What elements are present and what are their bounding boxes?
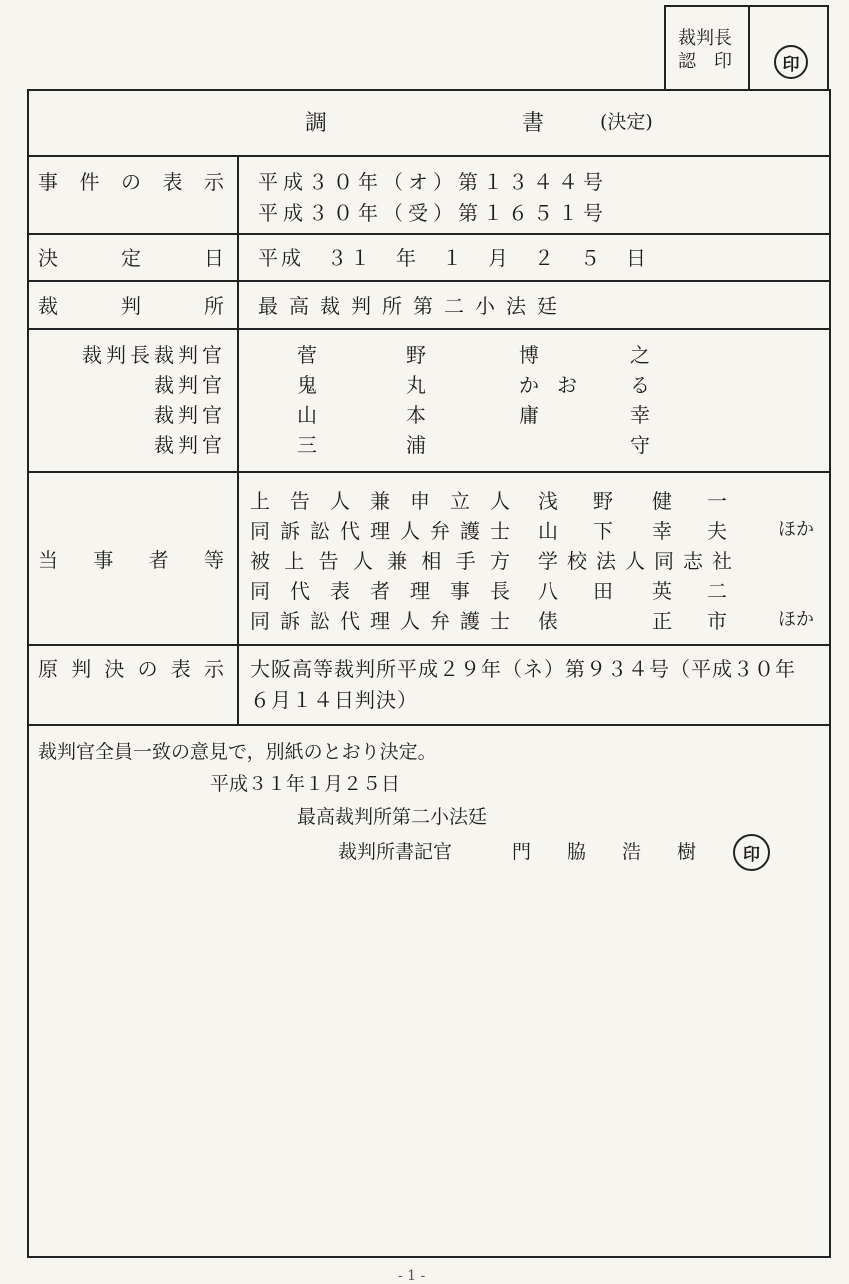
- party-name-part: 幸: [652, 519, 672, 543]
- clerk-title: 裁判所書記官: [338, 841, 453, 863]
- decision-date: 平成３１年１月２５日: [210, 773, 401, 795]
- decision-text: 裁判官全員一致の意見で，別紙のとおり決定。: [38, 741, 437, 763]
- party-name-part: 英: [652, 579, 672, 603]
- party-role: 同 訴 訟 代 理 人 弁 護 士: [250, 519, 510, 543]
- clerk-name-part: 浩: [622, 841, 642, 863]
- judge-name-part: 博: [519, 343, 539, 367]
- party-name-part: 山: [538, 519, 558, 543]
- party-name-part: 二: [707, 579, 727, 603]
- judge-name-part: 山: [297, 403, 317, 427]
- party-name-part: 市: [707, 609, 727, 633]
- page-number: - 1 -: [398, 1268, 426, 1284]
- case-label: 事 件 の 表 示: [38, 170, 224, 194]
- divider-original: [27, 724, 831, 726]
- judge-name-part: 幸: [630, 403, 650, 427]
- party-suffix: ほか: [778, 609, 814, 630]
- judge-name-part: かお: [519, 373, 595, 397]
- judge-name-part: 守: [630, 433, 650, 457]
- case-line-1: 平成３０年（オ）第１３４４号: [258, 170, 608, 194]
- clerk-name-part: 樹: [677, 841, 697, 863]
- approval-seal: 印: [774, 45, 808, 79]
- party-name-part: 俵: [538, 609, 558, 633]
- party-name-part: 一: [707, 489, 727, 513]
- party-role: 上 告 人 兼 申 立 人: [250, 489, 510, 513]
- party-suffix: ほか: [778, 519, 814, 540]
- court-label: 裁 判 所: [38, 294, 224, 318]
- parties-label: 当 事 者 等: [38, 548, 224, 572]
- judge-name-part: 之: [630, 343, 650, 367]
- party-name-part: 夫: [707, 519, 727, 543]
- party-name: 学校法人同志社: [538, 549, 741, 573]
- title-suffix: (決定): [600, 111, 653, 133]
- party-role: 被 上 告 人 兼 相 手 方: [250, 549, 510, 573]
- divider-court: [27, 328, 831, 330]
- approval-box: [664, 5, 829, 89]
- clerk-name-part: 門: [512, 841, 532, 863]
- judge-name-part: 本: [406, 403, 426, 427]
- judge-role: 裁判官: [154, 373, 226, 397]
- judge-name-part: 野: [406, 343, 426, 367]
- divider-case: [27, 233, 831, 235]
- judge-name-part: 丸: [406, 373, 426, 397]
- judge-role: 裁判長裁判官: [82, 343, 226, 367]
- divider-judges: [27, 471, 831, 473]
- party-role: 同 代 表 者 理 事 長: [250, 579, 510, 603]
- clerk-seal: 印: [733, 834, 770, 871]
- judge-name-part: 庸: [519, 403, 539, 427]
- party-name-part: 正: [652, 609, 672, 633]
- approval-label-1: 裁判長: [678, 28, 732, 49]
- judge-name-part: 鬼: [297, 373, 317, 397]
- date-label: 決 定 日: [38, 246, 224, 270]
- divider-date: [27, 280, 831, 282]
- party-name-part: 下: [593, 519, 613, 543]
- decision-court: 最高裁判所第二小法廷: [297, 806, 488, 828]
- party-name-part: 浅: [538, 489, 558, 513]
- date-value: 平成 ３１ 年 １ 月 ２ ５ 日: [258, 246, 649, 270]
- party-role: 同 訴 訟 代 理 人 弁 護 士: [250, 609, 510, 633]
- title-char-2: 書: [522, 111, 545, 136]
- party-name-part: 八: [538, 579, 558, 603]
- party-name-part: 田: [593, 579, 613, 603]
- judge-role: 裁判官: [154, 403, 226, 427]
- approval-label-2: 認 印: [678, 51, 732, 72]
- original-line-1: 大阪高等裁判所平成２９年（ネ）第９３４号（平成３０年: [250, 657, 796, 681]
- party-name-part: 健: [652, 489, 672, 513]
- title-char-1: 調: [305, 111, 328, 136]
- judge-name-part: 三: [297, 433, 317, 457]
- judge-name-part: 浦: [406, 433, 426, 457]
- court-value: 最高裁判所第二小法廷: [258, 294, 568, 318]
- original-line-2: ６月１４日判決）: [250, 688, 418, 712]
- case-line-2: 平成３０年（受）第１６５１号: [258, 201, 608, 225]
- judge-role: 裁判官: [154, 433, 226, 457]
- original-label: 原 判 決 の 表 示: [38, 657, 224, 681]
- party-name-part: 野: [593, 489, 613, 513]
- judge-name-part: 菅: [297, 343, 317, 367]
- column-divider: [237, 156, 239, 726]
- judge-name-part: る: [630, 373, 650, 397]
- divider-title: [27, 155, 831, 157]
- clerk-name-part: 脇: [567, 841, 587, 863]
- approval-divider: [748, 7, 750, 91]
- divider-parties: [27, 644, 831, 646]
